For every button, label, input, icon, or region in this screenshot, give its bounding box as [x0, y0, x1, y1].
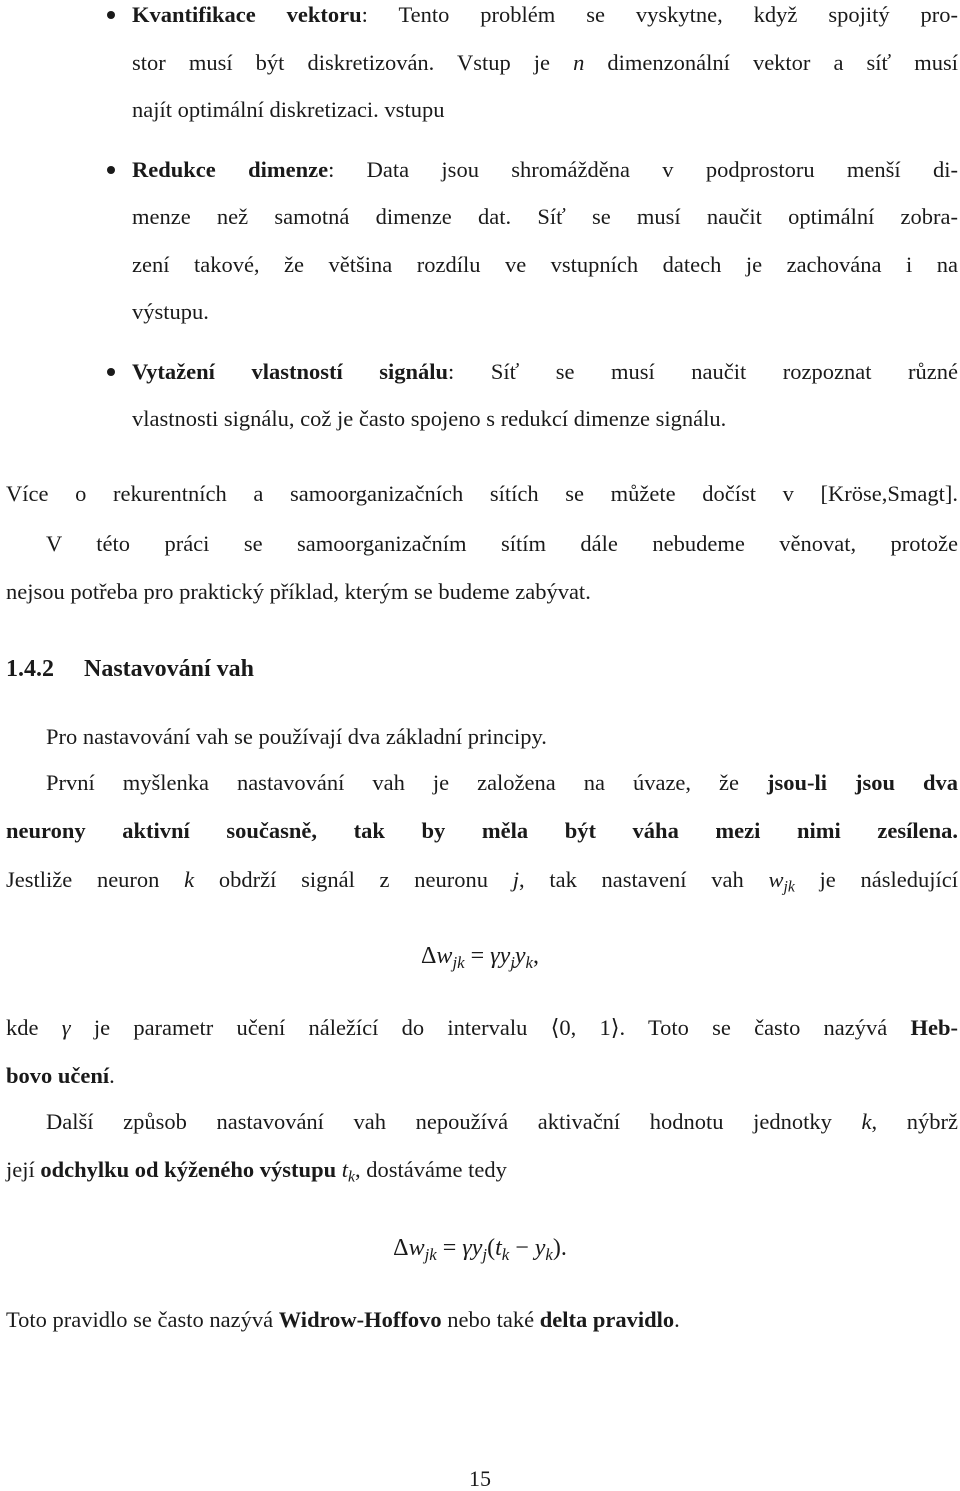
bold-span: delta pravidlo [539, 1307, 675, 1332]
math-var: k [184, 867, 195, 892]
paragraph-line [46, 772, 958, 795]
bold-span: Heb- [910, 1015, 958, 1040]
bullet-term: Kvantifikace vektoru [132, 2, 362, 27]
paragraph-line: nejsou potřeba pro praktický příklad, kterým se budeme zabývat. [6, 579, 591, 604]
bullet-text: : Síť se musí naučit rozpoznat různé [448, 359, 958, 384]
section-heading [6, 657, 960, 681]
bullet-marker [107, 11, 115, 19]
text-span: kde [6, 1015, 62, 1040]
bullet-line: výstupu. [132, 299, 209, 324]
text-span: Jestliže neuron [6, 867, 185, 892]
text-span: obdrží signál z neuronu [194, 867, 513, 892]
equation-render: $\Delta w_{jk} = \gamma y_jy_k$, [420, 943, 539, 973]
paragraph-line [6, 1065, 960, 1088]
bullet-line [132, 361, 958, 384]
bullet-text: : Data jsou shromážděna v podprostoru menší di- [328, 157, 958, 182]
section-title: Nastavování vah [84, 656, 255, 682]
math-var: n [573, 50, 585, 75]
math-var: γ [61, 1015, 71, 1040]
paragraph-line: neurony aktivní současně, tak by měla být váha mezi nimi zesílena. [6, 818, 958, 843]
paragraph-line: Více o rekurentních a samoorganizačních sítích se můžete dočíst v [Kröse,Smagt]. [6, 481, 958, 506]
math-sub: jk [783, 878, 795, 896]
bold-span: Widrow-Hoffovo [278, 1307, 442, 1332]
bullet-marker [107, 166, 115, 174]
bullet-marker [107, 368, 115, 376]
bullet-text: : Tento problém se vyskytne, když spojitý pro- [361, 2, 958, 27]
bullet-text: stor musí být diskretizován. Vstup je [132, 50, 574, 75]
text-span: První myšlenka nastavování vah je založena na úvaze, že [46, 770, 767, 795]
equation-2 [0, 1235, 960, 1265]
bullet-line [132, 159, 958, 182]
paragraph-line: V této práci se samoorganizačním sítím dále nebudeme věnovat, protože [46, 531, 958, 556]
math-var: w [768, 867, 784, 892]
page-number: 15 [469, 1466, 491, 1491]
bullet-line [132, 52, 958, 75]
text-span: Další způsob nastavování vah nepoužívá aktivační hodnotu jednotky [46, 1109, 862, 1134]
section-number: 1.4.2 [6, 656, 54, 682]
text-span: je následující [794, 867, 958, 892]
text-span: Toto pravidlo se často nazývá [6, 1307, 279, 1332]
bold-span: bovo učení [6, 1063, 110, 1088]
paragraph-line [6, 1017, 958, 1040]
bold-span: odchylku od kýženého výstupu [40, 1157, 337, 1182]
bullet-term: Vytažení vlastností signálu [132, 359, 449, 384]
bullet-text: dimenzonální vektor a síť musí [584, 50, 958, 75]
text-span: , dostáváme tedy [355, 1157, 507, 1182]
bullet-line: menze než samotná dimenze dat. Síť se musí naučit optimální zobra- [132, 204, 958, 229]
bullet-line: zení takové, že většina rozdílu ve vstupních datech je zachována i na [132, 252, 958, 277]
math-sub: k [348, 1168, 355, 1186]
equation-render: $\Delta w_{jk} = \gamma y_j(t_k - y_k)$. [393, 1235, 567, 1265]
text-span: její [6, 1157, 41, 1182]
bold-span: jsou-li jsou dva [766, 770, 958, 795]
text-span: . [674, 1307, 680, 1332]
paragraph-line [6, 1157, 960, 1186]
bullet-line: najít optimální diskretizaci. vstupu [132, 97, 445, 122]
math-var: j [512, 867, 519, 892]
paragraph-line: Pro nastavování vah se používají dva základní principy. [46, 724, 547, 749]
text-span: je parametr učení náležící do intervalu ⟨0, 1⟩. Toto se často nazývá [70, 1015, 911, 1040]
paragraph-line [46, 1111, 958, 1134]
math-var: t [341, 1157, 348, 1182]
text-span: . [109, 1063, 115, 1088]
math-var: k [861, 1109, 872, 1134]
text-span: nebo také [441, 1307, 540, 1332]
equation-1 [0, 943, 960, 973]
paragraph-line [6, 1309, 960, 1332]
paragraph-line [6, 867, 958, 896]
bullet-line: vlastnosti signálu, což je často spojeno s redukcí dimenze signálu. [132, 406, 727, 431]
bullet-line [132, 4, 958, 27]
text-span: , nýbrž [871, 1109, 959, 1134]
bullet-term: Redukce dimenze [132, 157, 329, 182]
text-span: , tak nastavení vah [518, 867, 769, 892]
